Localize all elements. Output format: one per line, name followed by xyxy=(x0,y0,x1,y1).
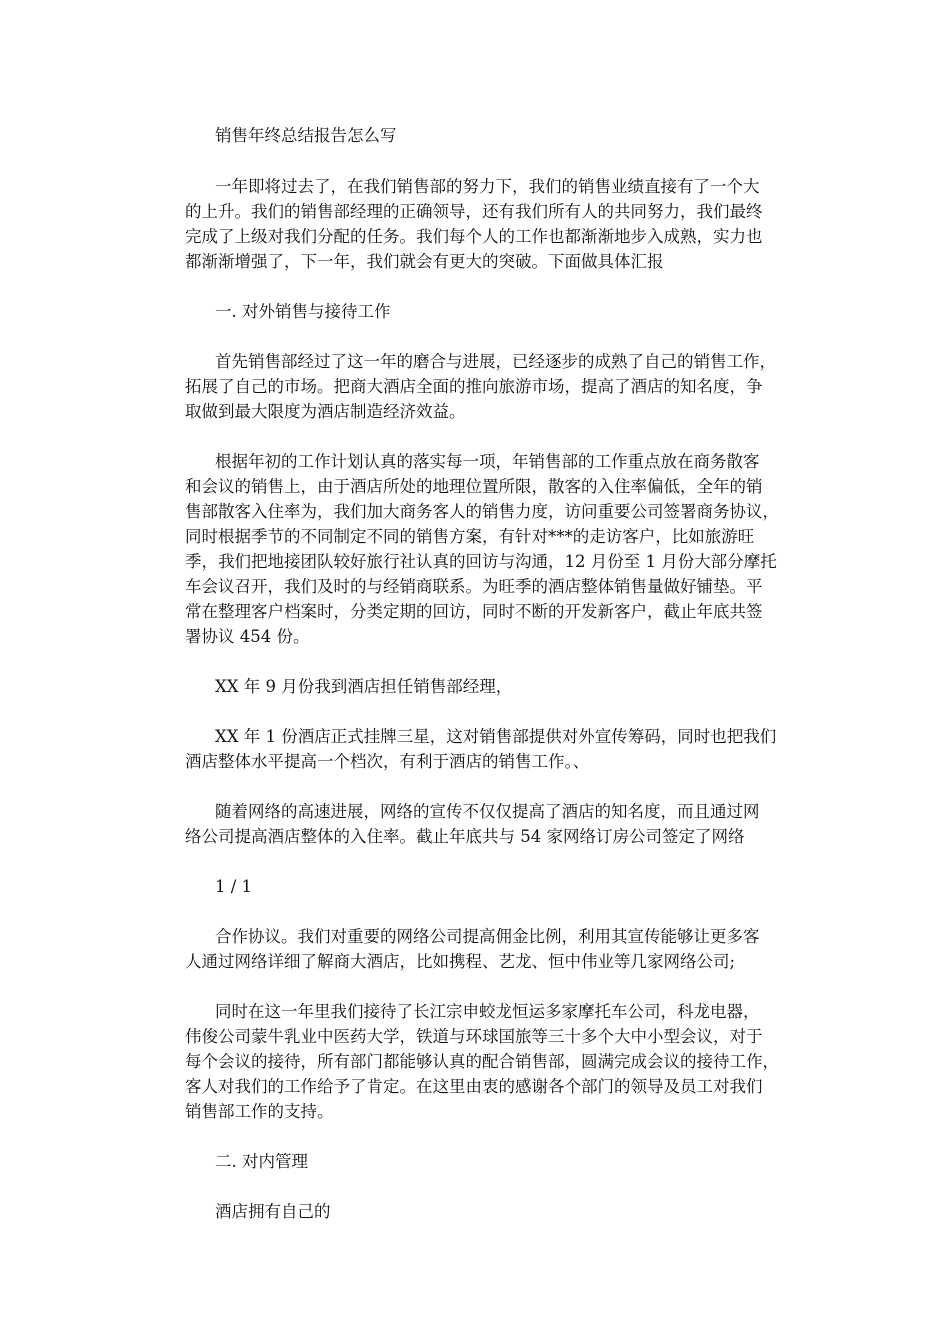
paragraph-line: 同时在这一年里我们接待了长江宗申蛟龙恒运多家摩托车公司，科龙电器， xyxy=(215,1002,760,1021)
paragraph-line: 络公司提高酒店整体的入住率。截止年底共与 54 家网络订房公司签定了网络 xyxy=(185,827,745,846)
paragraph-line: 署协议 454 份。 xyxy=(185,627,310,646)
paragraph-line: 伟俊公司蒙牛乳业中医药大学，铁道与环球国旅等三十多个大中小型会议，对于 xyxy=(185,1027,763,1046)
page-number: 1 / 1 xyxy=(215,877,253,896)
paragraph-line: 季，我们把地接团队较好旅行社认真的回访与沟通，12 月份至 1 月份大部分摩托 xyxy=(185,552,777,571)
paragraph-line: 车会议召开，我们及时的与经销商联系。为旺季的酒店整体销售量做好铺垫。平 xyxy=(185,577,763,596)
paragraph-line: 同时根据季节的不同制定不同的销售方案，有针对***的走访客户，比如旅游旺 xyxy=(185,527,755,546)
paragraph-line: 售部散客入住率为，我们加大商务客人的销售力度，访问重要公司签署商务协议， xyxy=(185,502,779,521)
paragraph-line: 酒店拥有自己的 xyxy=(215,1202,331,1221)
paragraph-line: 完成了上级对我们分配的任务。我们每个人的工作也都渐渐地步入成熟，实力也 xyxy=(185,227,763,246)
paragraph-line: 和会议的销售上，由于酒店所处的地理位置所限，散客的入住率偏低，全年的销 xyxy=(185,477,763,496)
paragraph-line: 客人对我们的工作给予了肯定。在这里由衷的感谢各个部门的领导及员工对我们 xyxy=(185,1077,763,1096)
paragraph-line: 都渐渐增强了，下一年，我们就会有更大的突破。下面做具体汇报 xyxy=(185,252,664,271)
paragraph-line: 酒店整体水平提高一个档次，有利于酒店的销售工作。、 xyxy=(185,752,590,771)
paragraph-line: 销售部工作的支持。 xyxy=(185,1102,334,1121)
paragraph-line: 每个会议的接待，所有部门都能够认真的配合销售部，圆满完成会议的接待工作， xyxy=(185,1052,779,1071)
paragraph-line: 首先销售部经过了这一年的磨合与进展，已经逐步的成熟了自己的销售工作， xyxy=(215,352,776,371)
paragraph-line: 常在整理客户档案时，分类定期的回访，同时不断的开发新客户，截止年底共签 xyxy=(185,602,763,621)
paragraph-line: 人通过网络详细了解商大酒店，比如携程、艺龙、恒中伟业等几家网络公司; xyxy=(185,952,736,971)
paragraph-line: 取做到最大限度为酒店制造经济效益。 xyxy=(185,402,466,421)
paragraph-line: XX 年 1 份酒店正式挂牌三星，这对销售部提供对外宣传筹码，同时也把我们 xyxy=(215,727,777,746)
section-heading: 二. 对内管理 xyxy=(215,1152,308,1171)
paragraph-line: XX 年 9 月份我到酒店担任销售部经理， xyxy=(215,677,513,696)
document-title: 销售年终总结报告怎么写 xyxy=(215,126,397,145)
paragraph-line: 随着网络的高速进展，网络的宣传不仅仅提高了酒店的知名度，而且通过网 xyxy=(215,802,760,821)
paragraph-line: 合作协议。我们对重要的网络公司提高佣金比例，利用其宣传能够让更多客 xyxy=(215,927,760,946)
paragraph-line: 的上升。我们的销售部经理的正确领导，还有我们所有人的共同努力，我们最终 xyxy=(185,202,763,221)
paragraph-line: 一年即将过去了，在我们销售部的努力下，我们的销售业绩直接有了一个大 xyxy=(215,177,760,196)
paragraph-line: 拓展了自己的市场。把商大酒店全面的推向旅游市场，提高了酒店的知名度，争 xyxy=(185,377,763,396)
paragraph-line: 根据年初的工作计划认真的落实每一项，年销售部的工作重点放在商务散客 xyxy=(215,452,760,471)
section-heading: 一. 对外销售与接待工作 xyxy=(215,302,391,321)
